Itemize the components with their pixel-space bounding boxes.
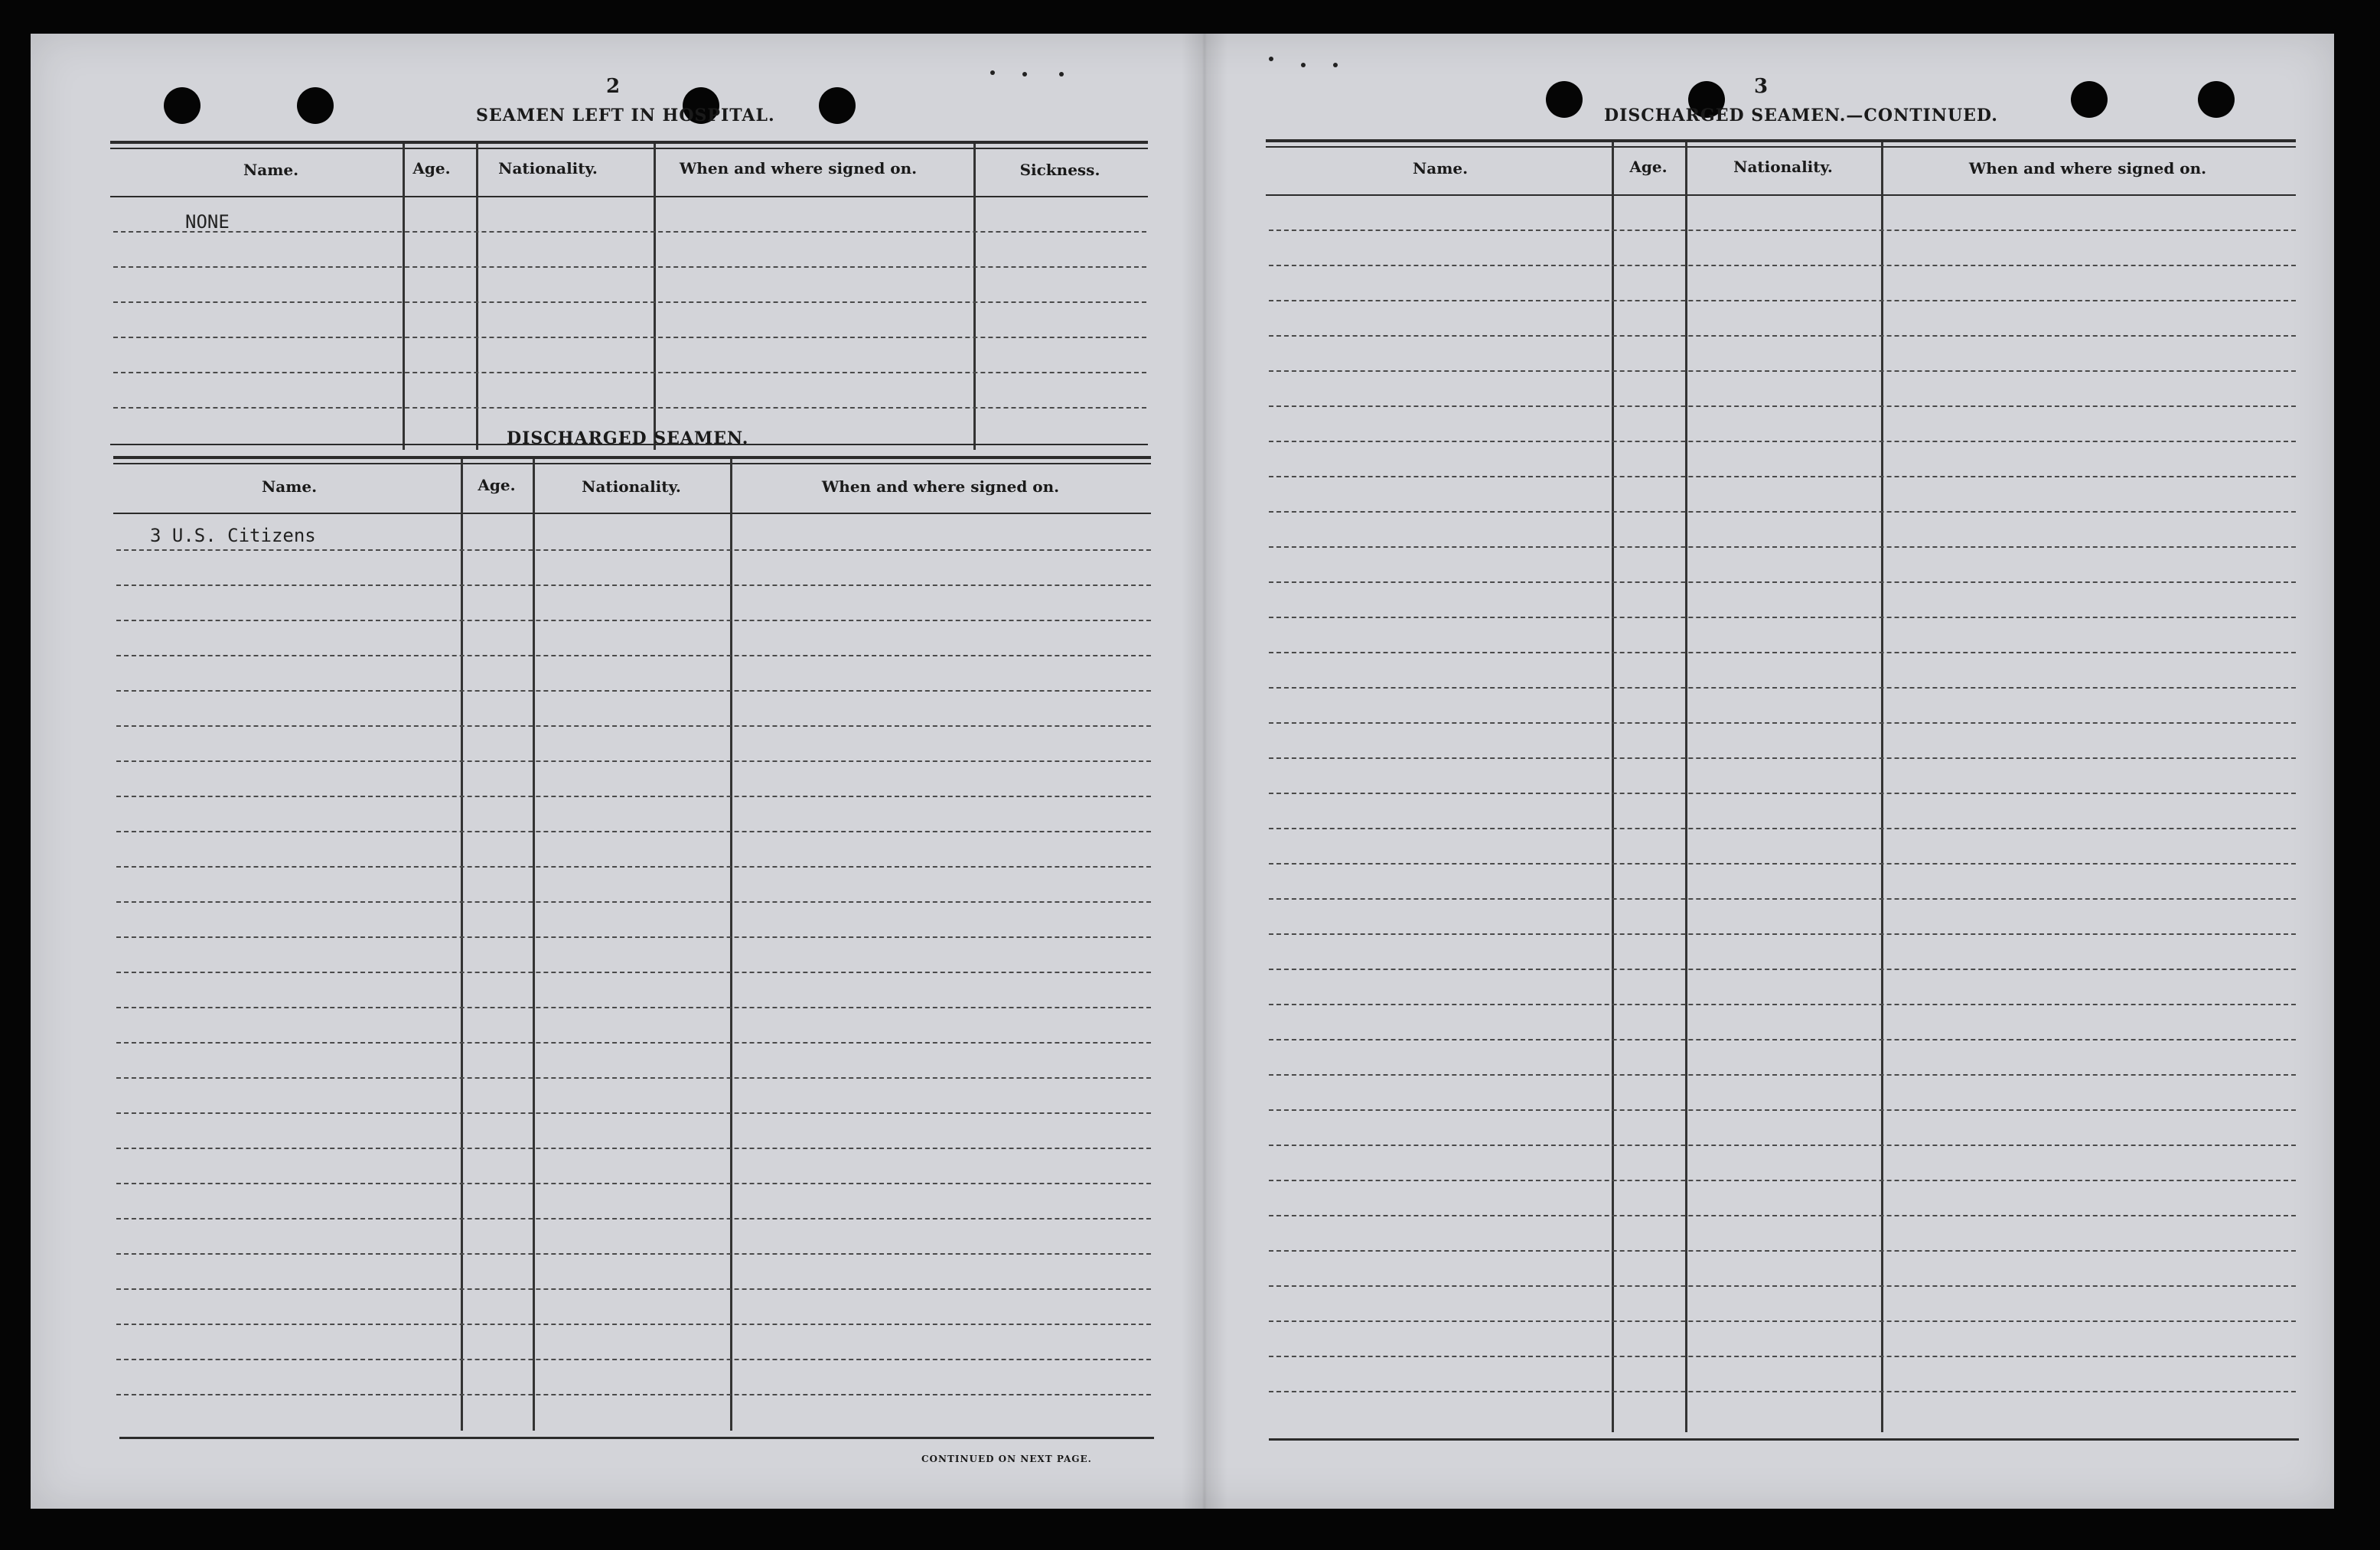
page-fold: [1182, 34, 1227, 1509]
row-line: [1269, 1074, 2296, 1076]
punch-hole: [2198, 81, 2235, 118]
discharged-bottom-rule: [119, 1437, 1154, 1439]
right-col-nationality: Nationality.: [1733, 158, 1833, 176]
right-top-rule: [1266, 139, 2296, 142]
row-line: [1269, 1320, 2296, 1322]
row-line: [1269, 1004, 2296, 1005]
row-line: [116, 1042, 1151, 1044]
row-line: [1269, 687, 2296, 689]
row-line: [1269, 863, 2296, 865]
hospital-col-divider: [973, 144, 976, 450]
row-line: [1269, 300, 2296, 301]
discharged-section-title: DISCHARGED SEAMEN.: [507, 428, 749, 448]
row-line: [116, 1148, 1151, 1149]
hospital-col-name: Name.: [243, 161, 299, 179]
row-line: [1269, 546, 2296, 548]
row-line: [116, 585, 1151, 586]
hospital-col-nationality: Nationality.: [498, 159, 598, 177]
row-line: [116, 866, 1151, 868]
row-line: [1269, 265, 2296, 266]
discharged-col-name: Name.: [261, 477, 318, 496]
discharged-top-rule-2: [113, 463, 1151, 464]
punch-hole: [819, 87, 856, 124]
row-line: [116, 1288, 1151, 1290]
right-col-name: Name.: [1412, 159, 1469, 177]
row-line: [116, 549, 1151, 551]
ink-speck: [1301, 63, 1306, 67]
left-page-number: 2: [606, 75, 621, 98]
hospital-col-divider: [476, 144, 478, 450]
ink-speck: [990, 70, 995, 75]
row-line: [1269, 933, 2296, 935]
punch-hole: [297, 87, 334, 124]
ink-speck: [1333, 63, 1338, 67]
discharged-top-rule: [113, 456, 1151, 459]
row-line: [1269, 335, 2296, 337]
hospital-top-rule-2: [110, 148, 1148, 149]
right-col-signed-on: When and where signed on.: [1968, 159, 2207, 177]
discharged-col-divider: [461, 459, 463, 1431]
hospital-col-sickness: Sickness.: [1019, 161, 1100, 179]
row-line: [116, 1253, 1151, 1255]
discharged-col-nationality: Nationality.: [582, 477, 681, 496]
row-line: [1269, 1391, 2296, 1392]
row-line: [116, 1324, 1151, 1325]
hospital-col-signed-on: When and where signed on.: [679, 159, 918, 177]
row-line: [116, 972, 1151, 973]
hospital-row-line: [113, 266, 1146, 268]
row-line: [116, 760, 1151, 762]
row-line: [1269, 511, 2296, 513]
discharged-col-signed-on: When and where signed on.: [821, 477, 1060, 496]
row-line: [1269, 441, 2296, 442]
hospital-section-title: SEAMEN LEFT IN HOSPITAL.: [476, 106, 775, 125]
row-line: [116, 1007, 1151, 1008]
discharged-entry: 3 U.S. Citizens: [150, 525, 316, 546]
row-line: [1269, 1109, 2296, 1111]
row-line: [1269, 617, 2296, 618]
row-line: [116, 655, 1151, 656]
right-col-age: Age.: [1629, 158, 1668, 176]
discharged-col-divider: [533, 459, 535, 1431]
row-line: [1269, 722, 2296, 724]
row-line: [1269, 1285, 2296, 1287]
row-line: [1269, 1039, 2296, 1040]
right-header-rule: [1266, 194, 2296, 196]
punch-hole: [1546, 81, 1583, 118]
row-line: [116, 1359, 1151, 1360]
hospital-entry: NONE: [185, 211, 230, 233]
row-line: [116, 1218, 1151, 1219]
hospital-row-line: [113, 372, 1146, 373]
row-line: [1269, 898, 2296, 900]
row-line: [116, 831, 1151, 832]
right-section-title: DISCHARGED SEAMEN.—CONTINUED.: [1604, 106, 1998, 125]
row-line: [1269, 581, 2296, 583]
right-page-number: 3: [1754, 75, 1769, 98]
discharged-col-age: Age.: [478, 476, 516, 494]
row-line: [116, 901, 1151, 903]
discharged-col-divider: [730, 459, 732, 1431]
row-line: [116, 1183, 1151, 1184]
hospital-top-rule: [110, 141, 1148, 144]
hospital-row-line: [113, 301, 1146, 303]
hospital-header-rule: [110, 196, 1148, 197]
row-line: [1269, 828, 2296, 829]
hospital-col-age: Age.: [412, 159, 451, 177]
row-line: [1269, 652, 2296, 653]
row-line: [116, 690, 1151, 692]
hospital-col-divider: [403, 144, 405, 450]
ink-speck: [1269, 57, 1273, 61]
row-line: [1269, 757, 2296, 759]
row-line: [1269, 405, 2296, 407]
row-line: [116, 620, 1151, 621]
right-top-rule-2: [1266, 146, 2296, 148]
row-line: [116, 725, 1151, 727]
row-line: [1269, 969, 2296, 970]
row-line: [1269, 230, 2296, 231]
hospital-col-divider: [654, 144, 656, 450]
row-line: [1269, 1215, 2296, 1216]
row-line: [116, 1394, 1151, 1395]
row-line: [116, 936, 1151, 938]
document-sheet: [31, 34, 2334, 1509]
row-line: [1269, 1180, 2296, 1181]
row-line: [1269, 476, 2296, 477]
row-line: [1269, 1250, 2296, 1252]
hospital-row-line: [113, 407, 1146, 409]
discharged-header-rule: [113, 513, 1151, 514]
row-line: [1269, 1145, 2296, 1146]
hospital-row-line: [113, 337, 1146, 338]
row-line: [1269, 370, 2296, 372]
row-line: [1269, 793, 2296, 794]
ink-speck: [1059, 72, 1064, 77]
hospital-row-line: [113, 231, 1146, 233]
row-line: [116, 796, 1151, 797]
right-bottom-rule: [1269, 1438, 2299, 1441]
row-line: [116, 1077, 1151, 1079]
row-line: [116, 1112, 1151, 1114]
row-line: [1269, 1356, 2296, 1357]
punch-hole: [2071, 81, 2108, 118]
punch-hole: [164, 87, 201, 124]
continued-note: CONTINUED ON NEXT PAGE.: [921, 1454, 1092, 1464]
ink-speck: [1022, 72, 1027, 77]
